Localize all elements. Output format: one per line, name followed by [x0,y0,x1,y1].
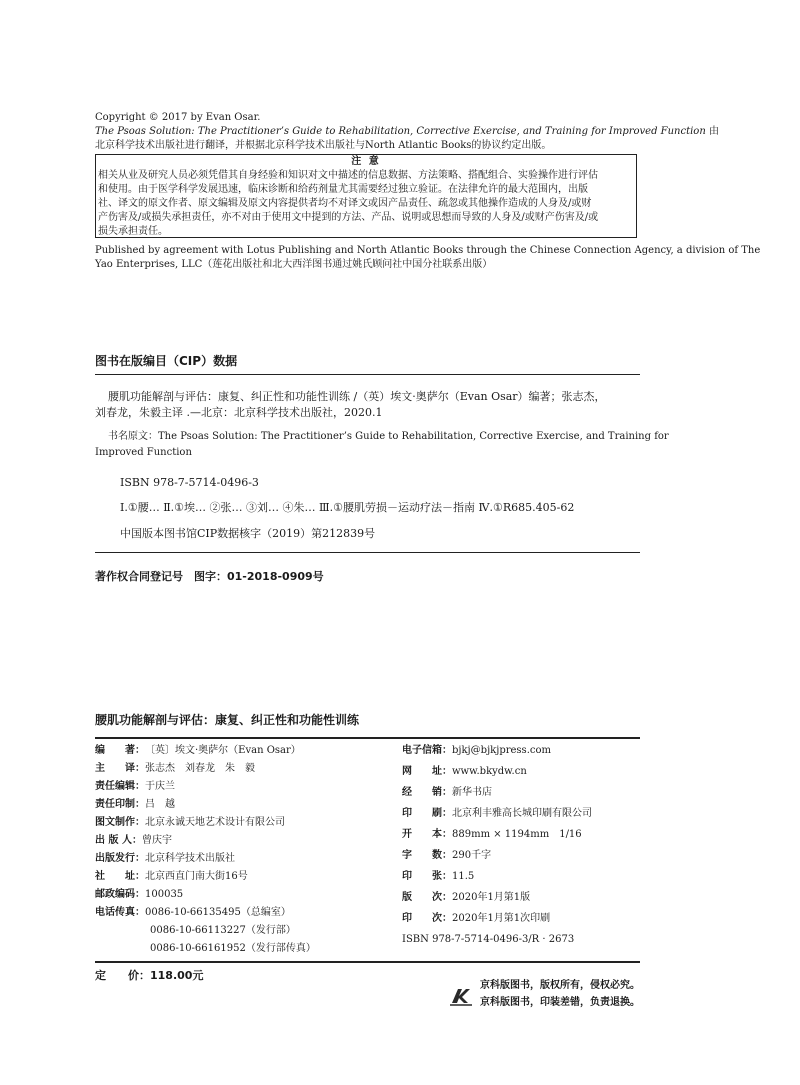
info-value: 张志杰 刘春龙 朱 毅 [145,763,255,774]
info-row-author [95,744,301,758]
price [95,967,203,983]
info-row-fax [150,942,316,956]
cip-heading: 图书在版编目（CIP）数据 [95,354,238,368]
published-by-line: Published by agreement with Lotus Publishing and North Atlantic Books through the Chinese Connection Agency, a division of The [95,245,761,256]
info-row-edition [402,891,530,905]
info-row-email [402,744,551,758]
price-label: 定 价： [95,969,150,982]
original-title-line [95,125,735,139]
info-value: 〔英〕埃文·奥萨尔（Evan Osar） [145,745,301,756]
info-row-translators [95,762,255,776]
copyright-contract: 著作权合同登记号 图字：01-2018-0909号 [95,570,324,583]
info-row-website [402,765,527,779]
info-value: 北京科学技术出版社 [145,853,235,864]
rights-note: 京科版图书，版权所有，侵权必究。 [480,980,640,991]
info-row-phone [95,906,291,920]
info-label: 社 址： [95,871,145,882]
info-label: 电话传真： [95,907,145,918]
info-label: 出 版 人： [95,835,142,846]
info-value: www.bkydw.cn [452,766,527,777]
cip-number: 中国版本图书馆CIP数据核字（2019）第212839号 [120,527,376,540]
info-value: 北京永诚天地艺术设计有限公司 [145,817,285,828]
info-label: 责任印制： [95,799,145,810]
notice-line: 损失承担责任。 [98,226,168,237]
info-row-format [402,828,582,842]
info-row-layout [95,816,285,830]
info-label: 图文制作： [95,817,145,828]
cip-isbn: ISBN 978-7-5714-0496-3 [120,476,259,489]
divider [95,374,640,375]
info-value: 0086-10-66135495（总编室） [145,907,291,918]
info-row-seller [402,786,492,800]
info-label: 邮政编码： [95,889,145,900]
publisher-logo-icon [448,985,474,1007]
notice-line: 和使用。由于医学科学发展迅速，临床诊断和给药剂量尤其需要经过独立验证。在法律允许的最大范围内，出版 [98,184,588,195]
info-value: 吕 越 [145,799,175,810]
info-value: ISBN 978-7-5714-0496-3/R · 2673 [402,934,575,945]
copyright-line: Copyright © 2017 by Evan Osar. [95,112,261,123]
info-row-distribution [95,852,235,866]
info-label: 印 刷： [402,808,452,819]
original-title-suffix: 由 [705,126,719,137]
info-value: 曾庆宇 [141,835,172,846]
info-value: 新华书店 [452,787,492,798]
notice-line: 社、译文的原文作者、原文编辑及原文内容提供者均不对译文或因产品责任、疏忽或其他操作造成的人身及/或财 [98,198,592,209]
info-label: 责任编辑： [95,781,145,792]
notice-heading: 注 意 [351,156,381,167]
info-row-editor [95,780,175,794]
info-label: 版 次： [402,892,452,903]
info-row-printer [402,807,592,821]
info-value: 0086-10-66113227（发行部） [150,925,296,936]
published-by-line: Yao Enterprises, LLC（莲花出版社和北大西洋图书通过姚氏顾问社中国分社联系出版） [95,259,493,270]
returns-note: 京科版图书，印装差错，负责退换。 [480,997,640,1008]
book-title: 腰肌功能解剖与评估：康复、纠正性和功能性训练 [95,713,360,727]
info-label: 编 著： [95,745,145,756]
notice-line: 相关从业及研究人员必须凭借其自身经验和知识对文中描述的信息数据、方法策略、搭配组合、实验操作进行评估 [98,170,598,181]
price-value: 118.00元 [150,969,204,982]
divider [95,552,640,553]
cip-classification: Ⅰ.①腰… Ⅱ.①埃… ②张… ③刘… ④朱… Ⅲ.①腰肌劳损－运动疗法－指南 Ⅳ.①R685.405-62 [120,501,575,514]
info-row-address [95,870,248,884]
cip-line: Improved Function [95,447,192,458]
info-label: 网 址： [402,766,452,777]
info-value: 北京利丰雅高长城印刷有限公司 [452,808,592,819]
info-label: 出版发行： [95,853,145,864]
info-label: 开 本： [402,829,452,840]
divider [95,737,640,739]
info-row-publisher [95,834,172,848]
info-value: 北京西直门南大街16号 [145,871,248,882]
info-value: bjkj@bjkjpress.com [452,745,551,756]
info-row-word-count [402,849,491,863]
info-label: 电子信箱： [402,745,452,756]
info-value: 100035 [145,889,184,900]
notice-box [95,154,637,238]
info-value: 290千字 [452,850,492,861]
info-value: 11.5 [452,871,475,882]
notice-line: 产伤害及/或损失承担责任，亦不对由于使用文中提到的方法、产品、说明或思想而导致的人身及/或财产伤害及/或 [98,212,599,223]
info-label: 经 销： [402,787,452,798]
info-row-printing-manager [95,798,175,812]
translation-note: 北京科学技术出版社进行翻译，并根据北京科学技术出版社与North Atlantic Books的协议约定出版。 [95,140,552,151]
info-value: 于庆兰 [145,781,175,792]
original-title: The Psoas Solution: The Practitioner’s Guide to Rehabilitation, Corrective Exercise, and Training for Improved Function [95,126,706,137]
cip-line: 刘春龙，朱毅主译 .—北京：北京科学技术出版社，2020.1 [95,406,383,419]
info-row-postcode [95,888,183,902]
info-value: 2020年1月第1版 [452,892,531,903]
info-row-sheets [402,870,474,884]
cip-line: 书名原文：The Psoas Solution: The Practitioner’s Guide to Rehabilitation, Corrective Exercise, and Training for [108,431,669,442]
info-row-impression [402,912,550,926]
info-value: 2020年1月第1次印刷 [452,913,551,924]
info-label: 印 次： [402,913,452,924]
info-label: 字 数： [402,850,452,861]
info-row-phone-2 [150,924,296,938]
info-value: 889mm × 1194mm 1/16 [452,829,582,840]
cip-line: 腰肌功能解剖与评估：康复、纠正性和功能性训练 /（英）埃文·奥萨尔（Evan Osar）编著；张志杰， [108,390,606,403]
info-row-isbn [402,933,574,947]
divider [95,961,640,963]
info-value: 0086-10-66161952（发行部传真） [150,943,316,954]
info-label: 印 张： [402,871,452,882]
info-label: 主 译： [95,763,145,774]
